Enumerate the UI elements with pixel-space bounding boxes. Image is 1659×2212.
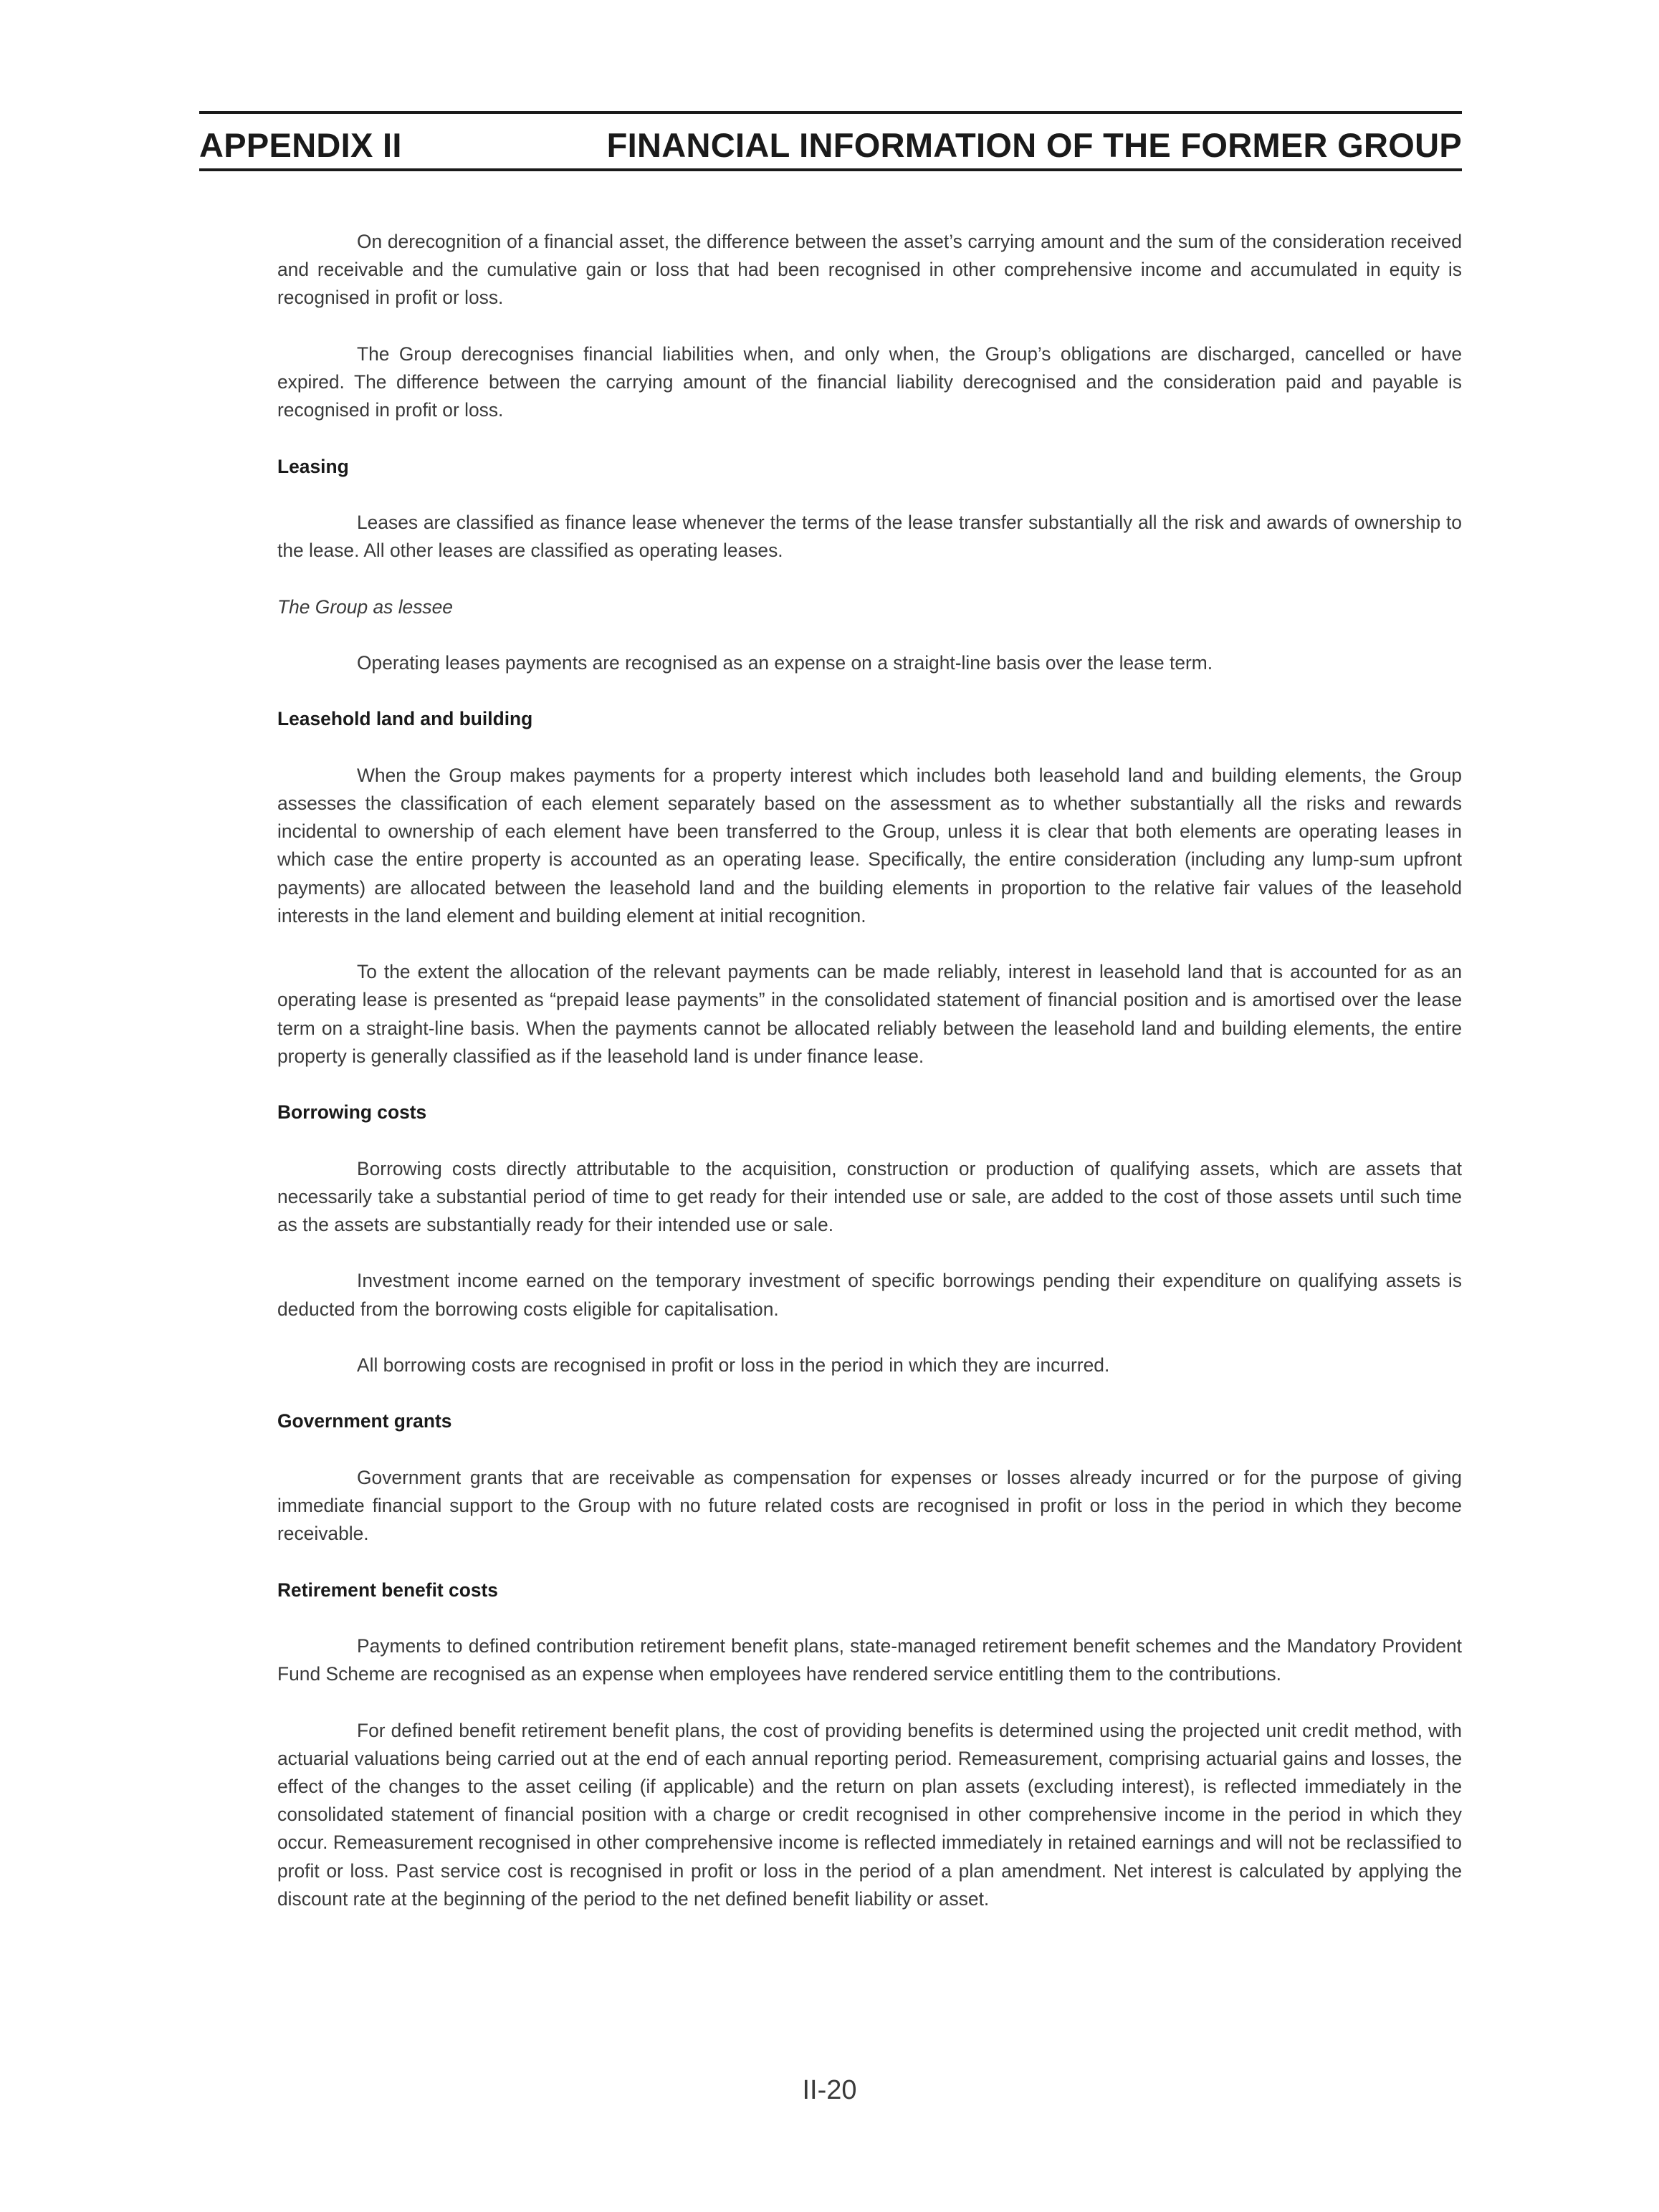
paragraph-derecognition-liabilities: The Group derecognises financial liabilities when, and only when, the Group’s obligations are discharged, cancelled or have expired. The difference between the carrying amount of the financial liability derecognised and the consideration paid and payable is recognised in profit or loss. (277, 343, 1462, 421)
paragraph-derecognition-asset: On derecognition of a financial asset, the difference between the asset’s carrying amount and the sum of the consideration received and receivable and the cumulative gain or loss that had been recognised in other comprehensive income and accumulated in equity is recognised in profit or loss. (277, 231, 1462, 309)
subheading-group-as-lessee: The Group as lessee (277, 595, 453, 618)
paragraph-leasehold-classification: When the Group makes payments for a property interest which includes both leasehold land and building elements, the Group assesses the classification of each element separately based on the assessment as to whether substantially all the risks and rewards incidental to ownership of each element have been transferred to the Group, unless it is clear that both elements are operating leases in which case the entire property is accounted as an operating lease. Specifically, the entire consideration (including any lump-sum upfront payments) are allocated between the leasehold land and the building elements in proportion to the relative fair values of the leasehold interests in the land element and building element at initial recognition. (277, 764, 1462, 927)
heading-retirement-benefit-costs: Retirement benefit costs (277, 1579, 498, 1601)
paragraph-government-grants: Government grants that are receivable as compensation for expenses or losses already incurred or for the purpose of giving immediate financial support to the Group with no future related costs are recognised in profit or loss in the period in which they become receivable. (277, 1466, 1462, 1545)
running-header (199, 111, 1462, 171)
appendix-label: APPENDIX II (199, 126, 402, 164)
paragraph-defined-contribution: Payments to defined contribution retirement benefit plans, state-managed retirement benefit schemes and the Mandatory Provident Fund Scheme are recognised as an expense when employees have rendered service entitling them to the contributions. (277, 1634, 1462, 1685)
section-title: FINANCIAL INFORMATION OF THE FORMER GROUP (606, 126, 1462, 164)
paragraph-borrowing-costs-recognised: All borrowing costs are recognised in profit or loss in the period in which they are incurred. (357, 1354, 1110, 1376)
heading-borrowing-costs: Borrowing costs (277, 1101, 427, 1124)
paragraph-investment-income: Investment income earned on the temporary investment of specific borrowings pending their expenditure on qualifying assets is deducted from the borrowing costs eligible for capitalisation. (277, 1270, 1462, 1320)
heading-leasehold-land-building: Leasehold land and building (277, 708, 533, 730)
heading-leasing: Leasing (277, 455, 349, 477)
heading-government-grants: Government grants (277, 1410, 452, 1432)
paragraph-leasehold-allocation: To the extent the allocation of the relevant payments can be made reliably, interest in leasehold land that is accounted for as an operating lease is presented as “prepaid lease payments” in the consolidated statement of financial position and is amortised over the lease term on a straight-line basis. When the payments cannot be allocated reliably between the leasehold land and building elements, the entire property is generally classified as if the leasehold land is under finance lease. (277, 961, 1462, 1067)
body-content (277, 228, 1462, 1941)
paragraph-lease-classification: Leases are classified as finance lease whenever the terms of the lease transfer substantially all the risk and awards of ownership to the lease. All other leases are classified as operating leases. (277, 511, 1462, 562)
paragraph-borrowing-costs-qualifying: Borrowing costs directly attributable to the acquisition, construction or production of qualifying assets, which are assets that necessarily take a substantial period of time to get ready for their intended use or sale, are added to the cost of those assets until such time as the assets are substantially ready for their intended use or sale. (277, 1157, 1462, 1235)
paragraph-operating-lease-payments: Operating leases payments are recognised as an expense on a straight-line basis over the lease term. (357, 651, 1213, 674)
page-number: II-20 (802, 2075, 857, 2105)
paragraph-defined-benefit: For defined benefit retirement benefit plans, the cost of providing benefits is determined using the projected unit credit method, with actuarial valuations being carried out at the end of each annual reporting period. Remeasurement, comprising actuarial gains and losses, the effect of the changes to the asset ceiling (if applicable) and the return on plan assets (excluding interest), is reflected immediately in the consolidated statement of financial position with a charge or credit recognised in other comprehensive income in the period in which they occur. Remeasurement recognised in other comprehensive income is reflected immediately in retained earnings and will not be reclassified to profit or loss. Past service cost is recognised in profit or loss in the period of a plan amendment. Net interest is calculated by applying the discount rate at the beginning of the period to the net defined benefit liability or asset. (277, 1719, 1462, 1910)
